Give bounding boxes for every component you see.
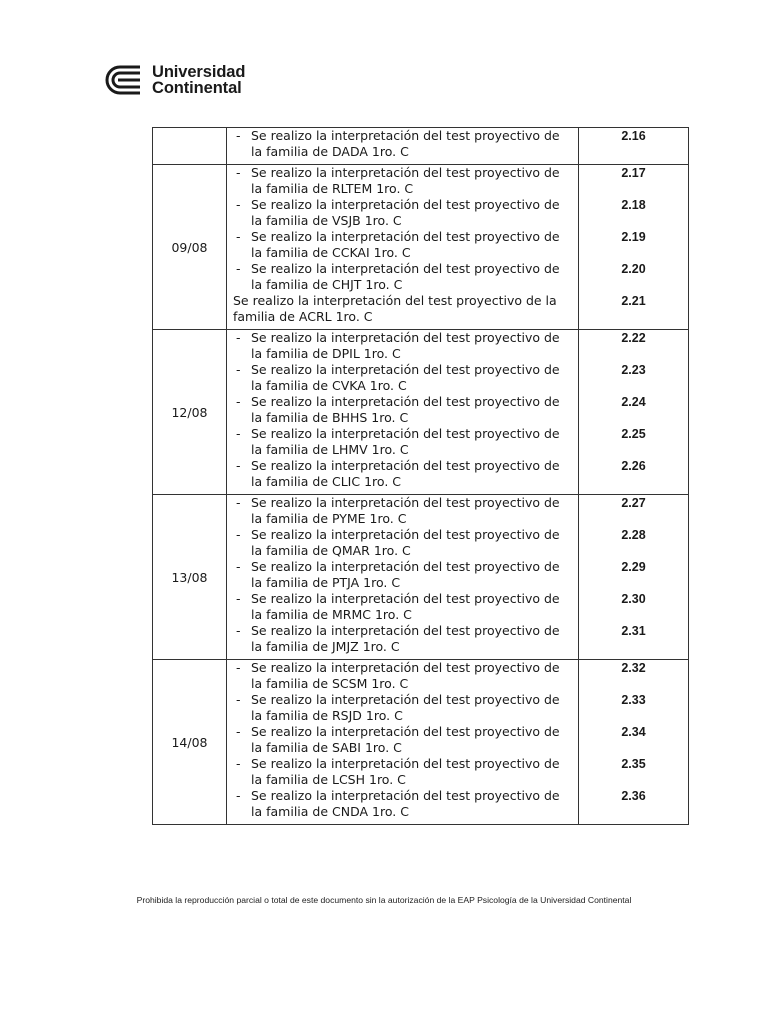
entry-number: 2.31 [621, 624, 646, 638]
list-item [233, 559, 572, 591]
bullet-dash: - [236, 362, 241, 377]
table-row [153, 660, 689, 825]
entry-text: Se realizo la interpretación del test proyectivo de la familia de RSJD 1ro. C [251, 692, 560, 723]
entry-text: Se realizo la interpretación del test proyectivo de la familia de LHMV 1ro. C [251, 426, 560, 457]
entry-number: 2.27 [621, 496, 646, 510]
list-item [233, 458, 572, 490]
table-row [153, 128, 689, 165]
entry-text: Se realizo la interpretación del test proyectivo de la familia de DADA 1ro. C [251, 128, 560, 159]
universidad-continental-logo-icon [104, 64, 144, 96]
entry-number: 2.18 [621, 198, 646, 212]
entry-text: Se realizo la interpretación del test proyectivo de la familia de QMAR 1ro. C [251, 527, 560, 558]
logo-wordmark [152, 64, 245, 96]
list-item [233, 495, 572, 527]
entry-text: Se realizo la interpretación del test proyectivo de la familia de DPIL 1ro. C [251, 330, 560, 361]
entry-text: Se realizo la interpretación del test proyectivo de la familia de CNDA 1ro. C [251, 788, 560, 819]
list-item [233, 394, 572, 426]
bullet-dash: - [236, 394, 241, 409]
list-item [233, 261, 572, 293]
list-item [233, 165, 572, 197]
entry-text: Se realizo la interpretación del test proyectivo de la familia de CLIC 1ro. C [251, 458, 560, 489]
entry-number: 2.20 [621, 262, 646, 276]
logo-line-2: Continental [152, 79, 242, 97]
entry-text: Se realizo la interpretación del test proyectivo de la familia de SCSM 1ro. C [251, 660, 560, 691]
entry-number: 2.21 [621, 294, 646, 308]
number-cell [579, 495, 689, 660]
description-cell [227, 128, 579, 165]
entry-text: Se realizo la interpretación del test proyectivo de la familia de MRMC 1ro. C [251, 591, 560, 622]
date-cell [153, 128, 227, 165]
entry-number: 2.34 [621, 725, 646, 739]
description-cell [227, 495, 579, 660]
entry-text: Se realizo la interpretación del test proyectivo de la familia de SABI 1ro. C [251, 724, 560, 755]
number-cell [579, 660, 689, 825]
table-row [153, 165, 689, 330]
activity-log-body [153, 128, 689, 825]
entry-number: 2.36 [621, 789, 646, 803]
bullet-dash: - [236, 756, 241, 771]
entry-number: 2.19 [621, 230, 646, 244]
table-row [153, 330, 689, 495]
entry-number: 2.26 [621, 459, 646, 473]
bullet-dash: - [236, 591, 241, 606]
entry-text: Se realizo la interpretación del test proyectivo de la familia de ACRL 1ro. C [233, 293, 557, 324]
description-cell [227, 660, 579, 825]
entry-number: 2.35 [621, 757, 646, 771]
list-item [233, 197, 572, 229]
entry-text: Se realizo la interpretación del test proyectivo de la familia de JMJZ 1ro. C [251, 623, 560, 654]
list-item [233, 362, 572, 394]
bullet-dash: - [236, 426, 241, 441]
list-item [233, 756, 572, 788]
list-item [233, 229, 572, 261]
entry-number: 2.22 [621, 331, 646, 345]
entry-number: 2.16 [621, 129, 646, 143]
entry-number: 2.23 [621, 363, 646, 377]
entry-number: 2.32 [621, 661, 646, 675]
entry-text: Se realizo la interpretación del test proyectivo de la familia de PYME 1ro. C [251, 495, 560, 526]
list-item [233, 128, 572, 160]
list-item [233, 527, 572, 559]
bullet-dash: - [236, 330, 241, 345]
bullet-dash: - [236, 527, 241, 542]
bullet-dash: - [236, 724, 241, 739]
bullet-dash: - [236, 495, 241, 510]
entry-number: 2.17 [621, 166, 646, 180]
entry-number: 2.24 [621, 395, 646, 409]
description-cell [227, 330, 579, 495]
entry-number: 2.33 [621, 693, 646, 707]
entry-text: Se realizo la interpretación del test proyectivo de la familia de PTJA 1ro. C [251, 559, 560, 590]
bullet-dash: - [236, 559, 241, 574]
table-row [153, 495, 689, 660]
entry-number: 2.28 [621, 528, 646, 542]
activity-log-table [152, 127, 689, 825]
bullet-dash: - [236, 197, 241, 212]
date-cell: 12/08 [153, 330, 227, 495]
date-cell: 14/08 [153, 660, 227, 825]
list-item [233, 293, 572, 325]
footer-notice: Prohibida la reproducción parcial o total de este documento sin la autorización de la EAP Psicología de la Universidad Continental [136, 895, 632, 905]
list-item [233, 426, 572, 458]
bullet-dash: - [236, 165, 241, 180]
bullet-dash: - [236, 458, 241, 473]
bullet-dash: - [236, 128, 241, 143]
logo-line-1: Universidad [152, 63, 246, 81]
entry-text: Se realizo la interpretación del test proyectivo de la familia de RLTEM 1ro. C [251, 165, 560, 196]
entry-number: 2.30 [621, 592, 646, 606]
bullet-dash: - [236, 788, 241, 803]
list-item [233, 330, 572, 362]
entry-text: Se realizo la interpretación del test proyectivo de la familia de CVKA 1ro. C [251, 362, 560, 393]
description-cell [227, 165, 579, 330]
list-item [233, 724, 572, 756]
list-item [233, 660, 572, 692]
entry-text: Se realizo la interpretación del test proyectivo de la familia de LCSH 1ro. C [251, 756, 560, 787]
entry-text: Se realizo la interpretación del test proyectivo de la familia de CCKAI 1ro. C [251, 229, 560, 260]
bullet-dash: - [236, 692, 241, 707]
bullet-dash: - [236, 623, 241, 638]
list-item [233, 591, 572, 623]
bullet-dash: - [236, 229, 241, 244]
university-logo [104, 64, 245, 96]
list-item [233, 788, 572, 820]
number-cell [579, 128, 689, 165]
number-cell [579, 330, 689, 495]
list-item [233, 623, 572, 655]
number-cell [579, 165, 689, 330]
bullet-dash: - [236, 660, 241, 675]
entry-number: 2.29 [621, 560, 646, 574]
entry-text: Se realizo la interpretación del test proyectivo de la familia de VSJB 1ro. C [251, 197, 560, 228]
entry-text: Se realizo la interpretación del test proyectivo de la familia de BHHS 1ro. C [251, 394, 560, 425]
date-cell: 09/08 [153, 165, 227, 330]
entry-number: 2.25 [621, 427, 646, 441]
bullet-dash: - [236, 261, 241, 276]
entry-text: Se realizo la interpretación del test proyectivo de la familia de CHJT 1ro. C [251, 261, 560, 292]
date-cell: 13/08 [153, 495, 227, 660]
list-item [233, 692, 572, 724]
